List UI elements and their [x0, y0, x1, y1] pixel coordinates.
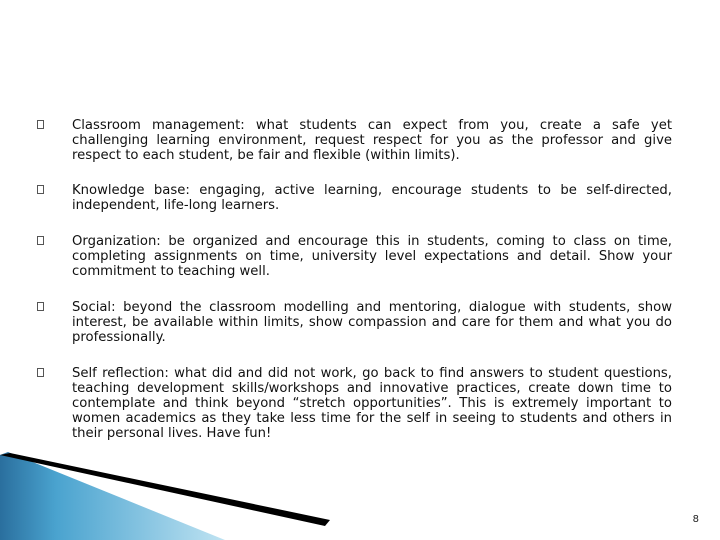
bullet-text: Organization: be organized and encourage this in students, coming to class on time, completing assignments on time, university level expectations and detail. Show your commitment to teaching well.: [72, 234, 672, 279]
bullet-marker-icon: [37, 120, 44, 129]
bullet-text: Self reflection: what did and did not work, go back to find answers to student questions, teaching development skills/workshops and innovative practices, create down time to contemplate and think beyond “stretch opportunities”. This is extremely important to women academics as they take less time for the self in seeing to students and others in their personal lives. Have fun!: [72, 366, 672, 441]
bullet-item: [72, 300, 672, 345]
bullet-text: Social: beyond the classroom modelling and mentoring, dialogue with students, show interest, be available within limits, show compassion and care for them and what you do professionally.: [72, 300, 672, 345]
bullet-marker-icon: [37, 236, 44, 245]
bullet-text: Classroom management: what students can expect from you, create a safe yet challenging learning environment, request respect for you as the professor and give respect to each student, be fair and flexible (within limits).: [72, 118, 672, 163]
bullet-item: [72, 183, 672, 213]
bullet-marker-icon: [37, 185, 44, 194]
bullet-item: [72, 366, 672, 441]
bullet-item: [72, 118, 672, 163]
bullet-marker-icon: [37, 368, 44, 377]
page-number: 8: [692, 514, 699, 525]
bullet-item: [72, 234, 672, 279]
bullet-marker-icon: [37, 302, 44, 311]
bullet-text: Knowledge base: engaging, active learning, encourage students to be self-directed, independent, life-long learners.: [72, 183, 672, 213]
